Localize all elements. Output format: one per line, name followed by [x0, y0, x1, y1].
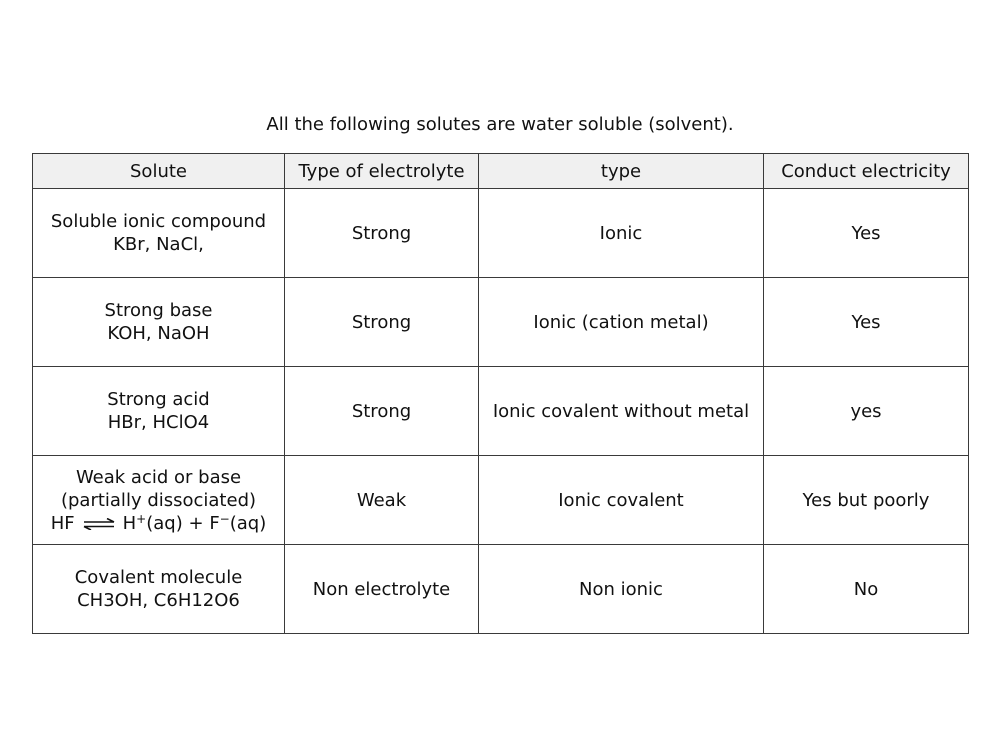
table-row	[33, 278, 969, 367]
equation-product-h: H	[122, 512, 137, 534]
type-cell: Ionic	[479, 189, 764, 278]
electrolyte-cell: Weak	[285, 456, 479, 545]
electrolyte-table	[32, 153, 969, 634]
header-solute: Solute	[33, 154, 285, 189]
electrolyte-cell: Strong	[285, 278, 479, 367]
conduct-cell: Yes	[764, 278, 969, 367]
conduct-cell: Yes	[764, 189, 969, 278]
solute-name: Strong acid	[107, 389, 210, 410]
dissociation-equation	[37, 512, 280, 535]
conduct-cell: yes	[764, 367, 969, 456]
solute-name: Strong base	[104, 300, 213, 321]
equation-product-f: F	[209, 512, 220, 534]
table-row	[33, 367, 969, 456]
solute-cell	[33, 367, 285, 456]
header-type: type	[479, 154, 764, 189]
solute-cell	[33, 278, 285, 367]
solute-name: Soluble ionic compound	[50, 211, 267, 232]
table-caption: All the following solutes are water soluble (solvent).	[266, 114, 734, 135]
solute-cell	[33, 189, 285, 278]
solute-examples: KOH, NaOH	[107, 323, 210, 344]
solute-examples: CH3OH, C6H12O6	[77, 590, 240, 611]
type-cell: Ionic covalent without metal	[479, 367, 764, 456]
table-row	[33, 456, 969, 545]
solute-name: Weak acid or base	[75, 466, 242, 488]
electrolyte-cell: Strong	[285, 189, 479, 278]
header-electrolyte-type: Type of electrolyte	[285, 154, 479, 189]
equation-charge-f: −	[219, 511, 230, 526]
table-row	[33, 189, 969, 278]
equation-state-h: (aq)	[146, 512, 183, 534]
table-row	[33, 545, 969, 634]
electrolyte-cell: Strong	[285, 367, 479, 456]
type-cell: Non ionic	[479, 545, 764, 634]
type-cell: Ionic (cation metal)	[479, 278, 764, 367]
equation-reactant: HF	[50, 512, 75, 534]
conduct-cell: Yes but poorly	[764, 456, 969, 545]
table-header-row	[33, 154, 969, 189]
equation-state-f: (aq)	[229, 512, 267, 534]
solute-name: Covalent molecule	[74, 567, 243, 588]
solute-cell	[33, 456, 285, 545]
equation-charge-h: +	[136, 511, 147, 526]
conduct-cell: No	[764, 545, 969, 634]
solute-examples: HBr, HClO4	[107, 412, 210, 433]
equation-plus: +	[188, 512, 204, 534]
type-cell: Ionic covalent	[479, 456, 764, 545]
solute-note: (partially dissociated)	[60, 489, 257, 511]
equilibrium-arrow-icon	[83, 518, 115, 530]
electrolyte-cell: Non electrolyte	[285, 545, 479, 634]
header-conduct-electricity: Conduct electricity	[764, 154, 969, 189]
solute-examples: KBr, NaCl,	[113, 234, 204, 255]
solute-cell	[33, 545, 285, 634]
